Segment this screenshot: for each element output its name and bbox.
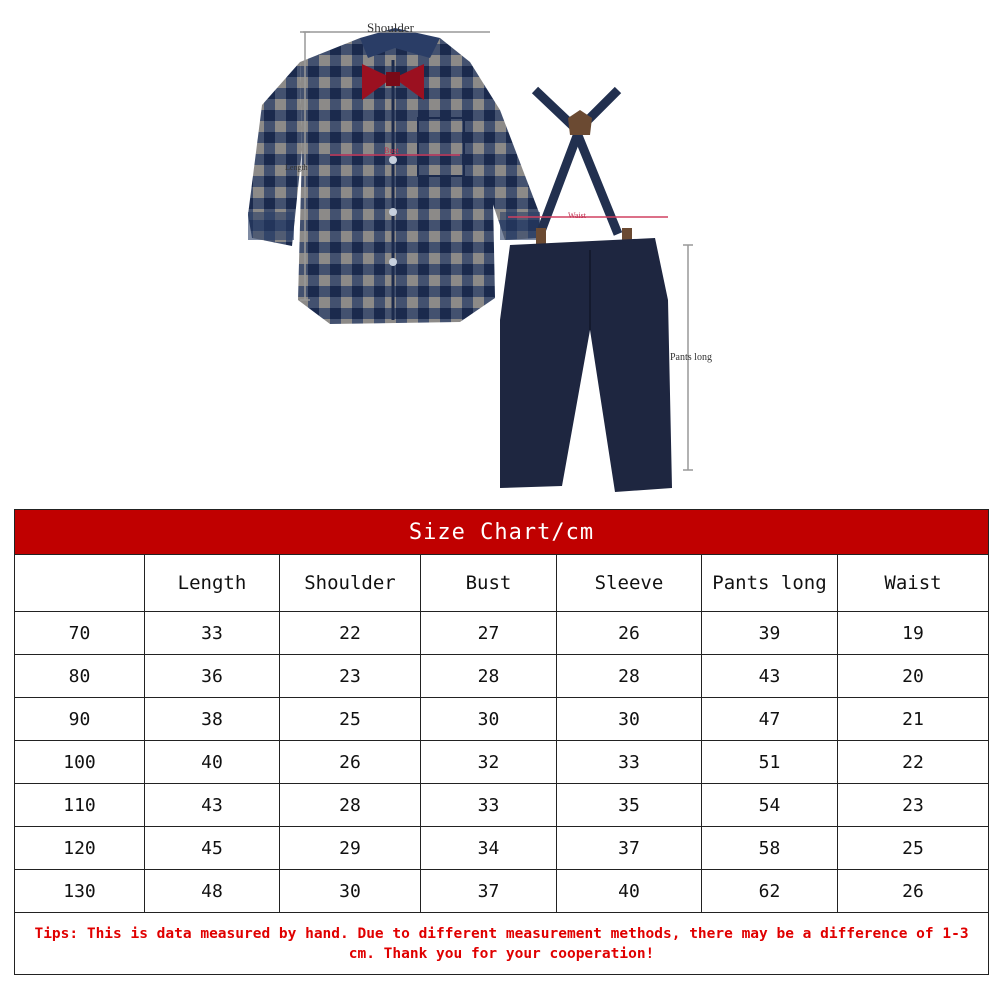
value-cell: 32 — [421, 741, 557, 784]
value-cell: 48 — [145, 870, 280, 913]
value-cell: 26 — [557, 612, 702, 655]
header-cell: Bust — [421, 555, 557, 612]
value-cell: 39 — [702, 612, 838, 655]
value-cell: 23 — [280, 655, 421, 698]
value-cell: 22 — [280, 612, 421, 655]
header-cell: Sleeve — [557, 555, 702, 612]
table-row — [15, 655, 989, 698]
value-cell: 33 — [421, 784, 557, 827]
shoulder-label: Shoulder — [367, 20, 414, 35]
table-row — [15, 698, 989, 741]
table-row — [15, 741, 989, 784]
value-cell: 37 — [421, 870, 557, 913]
size-cell: 90 — [15, 698, 145, 741]
bust-label: Bust — [384, 146, 399, 155]
value-cell: 35 — [557, 784, 702, 827]
value-cell: 62 — [702, 870, 838, 913]
length-label: Length — [285, 163, 308, 172]
value-cell: 28 — [421, 655, 557, 698]
chart-title: Size Chart/cm — [15, 510, 989, 555]
tips-text: Tips: This is data measured by hand. Due to different measurement methods, there may be a difference of 1-3 cm. Thank you for your cooperation! — [15, 913, 989, 975]
value-cell: 34 — [421, 827, 557, 870]
value-cell: 19 — [838, 612, 989, 655]
pants — [500, 90, 672, 492]
value-cell: 43 — [702, 655, 838, 698]
waist-label: Waist — [568, 211, 587, 220]
table-row — [15, 612, 989, 655]
size-cell: 70 — [15, 612, 145, 655]
header-cell: Pants long — [702, 555, 838, 612]
size-cell: 120 — [15, 827, 145, 870]
value-cell: 23 — [838, 784, 989, 827]
header-row — [15, 555, 989, 612]
value-cell: 58 — [702, 827, 838, 870]
value-cell: 45 — [145, 827, 280, 870]
value-cell: 36 — [145, 655, 280, 698]
value-cell: 26 — [838, 870, 989, 913]
value-cell: 25 — [280, 698, 421, 741]
header-corner — [15, 555, 145, 612]
value-cell: 40 — [145, 741, 280, 784]
value-cell: 29 — [280, 827, 421, 870]
value-cell: 20 — [838, 655, 989, 698]
value-cell: 22 — [838, 741, 989, 784]
value-cell: 30 — [421, 698, 557, 741]
value-cell: 28 — [280, 784, 421, 827]
value-cell: 40 — [557, 870, 702, 913]
size-chart — [14, 509, 988, 986]
value-cell: 26 — [280, 741, 421, 784]
size-cell: 80 — [15, 655, 145, 698]
header-cell: Waist — [838, 555, 989, 612]
value-cell: 38 — [145, 698, 280, 741]
size-cell: 130 — [15, 870, 145, 913]
pants-long-label: Pants long — [670, 352, 712, 363]
size-cell: 100 — [15, 741, 145, 784]
size-chart-table — [14, 509, 989, 975]
value-cell: 33 — [145, 612, 280, 655]
value-cell: 54 — [702, 784, 838, 827]
table-row — [15, 827, 989, 870]
value-cell: 27 — [421, 612, 557, 655]
table-row — [15, 784, 989, 827]
value-cell: 30 — [557, 698, 702, 741]
table-row — [15, 870, 989, 913]
size-cell: 110 — [15, 784, 145, 827]
value-cell: 43 — [145, 784, 280, 827]
value-cell: 25 — [838, 827, 989, 870]
value-cell: 37 — [557, 827, 702, 870]
value-cell: 30 — [280, 870, 421, 913]
value-cell: 51 — [702, 741, 838, 784]
size-rows — [15, 612, 989, 913]
header-cell: Length — [145, 555, 280, 612]
value-cell: 47 — [702, 698, 838, 741]
value-cell: 28 — [557, 655, 702, 698]
value-cell: 21 — [838, 698, 989, 741]
header-cell: Shoulder — [280, 555, 421, 612]
value-cell: 33 — [557, 741, 702, 784]
